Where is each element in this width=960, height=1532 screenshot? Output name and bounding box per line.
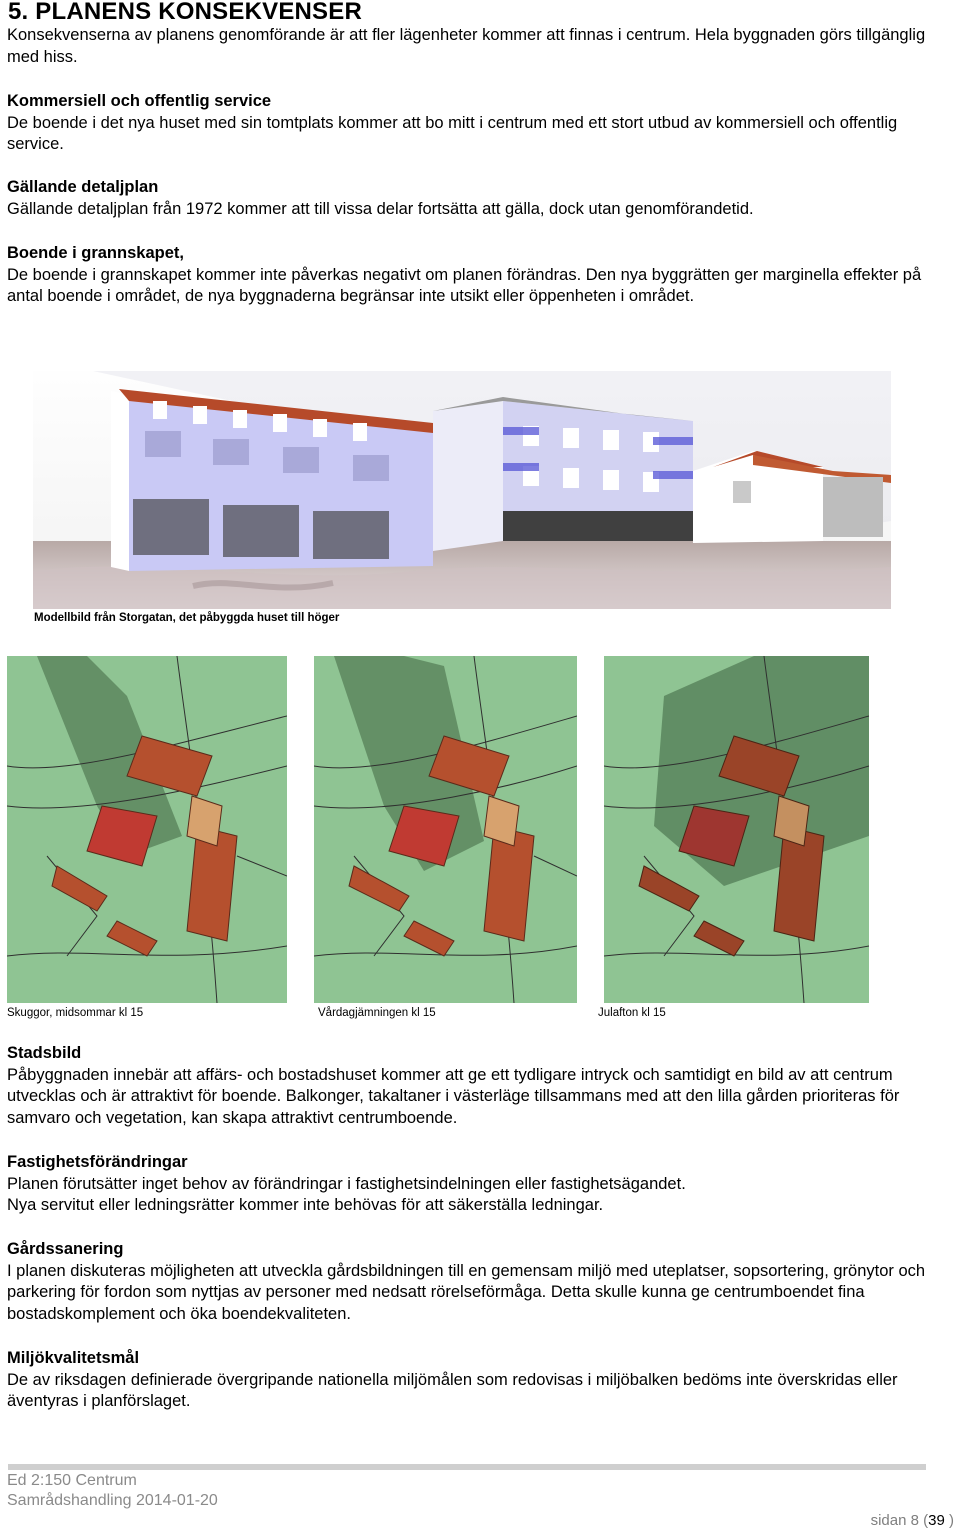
section-grannskapet [7, 243, 952, 308]
section-body: De boende i det nya huset med sin tomtplats kommer att bo mitt i centrum med ett stort utbud av kommersiell och offentlig service. [7, 113, 898, 153]
section-gardssanering [7, 1239, 952, 1325]
shadow-caption-2: Vårdagjämningen kl 15 [318, 1007, 436, 1019]
section-title: Miljökvalitetsmål [7, 1349, 140, 1367]
shadow-map-vardagjamning [314, 656, 577, 1003]
shadow-study-map [314, 656, 577, 1003]
section-title: Gällande detaljplan [7, 178, 159, 196]
building-model-illustration [33, 371, 891, 609]
section-miljo [7, 1348, 952, 1413]
footer-divider [8, 1464, 926, 1470]
section-title: Stadsbild [7, 1044, 82, 1062]
shadow-map-midsommar [7, 656, 287, 1003]
shadow-caption-3: Julafton kl 15 [598, 1007, 666, 1019]
section-service [7, 91, 952, 156]
section-body: I planen diskuteras möjligheten att utveckla gårdsbildningen till en gemensam miljö med uteplatser, sopsortering, grönytor och parkering för fordon som nyttjas av personer med nedsatt rörelseförmåga. Detta skulle kunna ge centrumboendet fina bostadskomplement och öka boendekvaliteten. [7, 1261, 926, 1323]
section-title: Gårdssanering [7, 1240, 124, 1258]
section-body: Planen förutsätter inget behov av förändringar i fastighetsindelningen eller fastighetsägandet. [7, 1174, 686, 1193]
section-stadsbild [7, 1043, 952, 1129]
page-heading: 5. PLANENS KONSEKVENSER [8, 0, 363, 25]
model-image [33, 371, 891, 609]
section-detaljplan [7, 177, 952, 220]
section-body-2: Nya servitut eller ledningsrätter kommer inte behövas för att säkerställa ledningar. [7, 1196, 604, 1214]
section-fastighet [7, 1152, 952, 1217]
model-caption: Modellbild från Storgatan, det påbyggda huset till höger [34, 612, 340, 624]
footer-document: Samrådshandling 2014-01-20 [7, 1492, 218, 1509]
page-suffix: ) [944, 1512, 954, 1529]
page-prefix: sidan 8 ( [870, 1512, 929, 1529]
section-body: Gällande detaljplan från 1972 kommer att till vissa delar fortsätta att gälla, dock utan genomförandetid. [7, 199, 754, 218]
section-title: Boende i grannskapet, [7, 244, 184, 262]
shadow-study-map [7, 656, 287, 1003]
section-body: De boende i grannskapet kommer inte påverkas negativt om planen förändras. Den nya byggrätten ger marginella effekter på antal boende i området, de nya byggnaderna begränsar inte utsikt eller öppenheten i området. [7, 265, 922, 305]
section-body: Påbyggnaden innebär att affärs- och bostadshuset kommer att ge ett tydligare intryck och samtidigt en bild av att centrum utvecklas och är attraktivt för boende. Balkonger, takaltaner i västerläge tillsammans med att den lilla gården prioriteras för samvaro och vegetation, kan skapa attraktivt centrumboende. [7, 1065, 900, 1127]
section-title: Fastighetsförändringar [7, 1153, 188, 1171]
page-total: 39 [928, 1512, 945, 1529]
intro-paragraph: Konsekvenserna av planens genomförande är att fler lägenheter kommer att finnas i centrum. Hela byggnaden görs tillgänglig med hiss. [7, 26, 926, 66]
page-number [871, 1512, 954, 1529]
section-body: De av riksdagen definierade övergripande nationella miljömålen som redovisas i miljöbalken bedöms inte överskridas eller äventyras i planförslaget. [7, 1370, 898, 1410]
shadow-map-julafton [604, 656, 869, 1003]
shadow-caption-1: Skuggor, midsommar kl 15 [7, 1007, 144, 1019]
footer-project: Ed 2:150 Centrum [7, 1472, 137, 1489]
shadow-study-map [604, 656, 869, 1003]
section-title: Kommersiell och offentlig service [7, 92, 272, 110]
